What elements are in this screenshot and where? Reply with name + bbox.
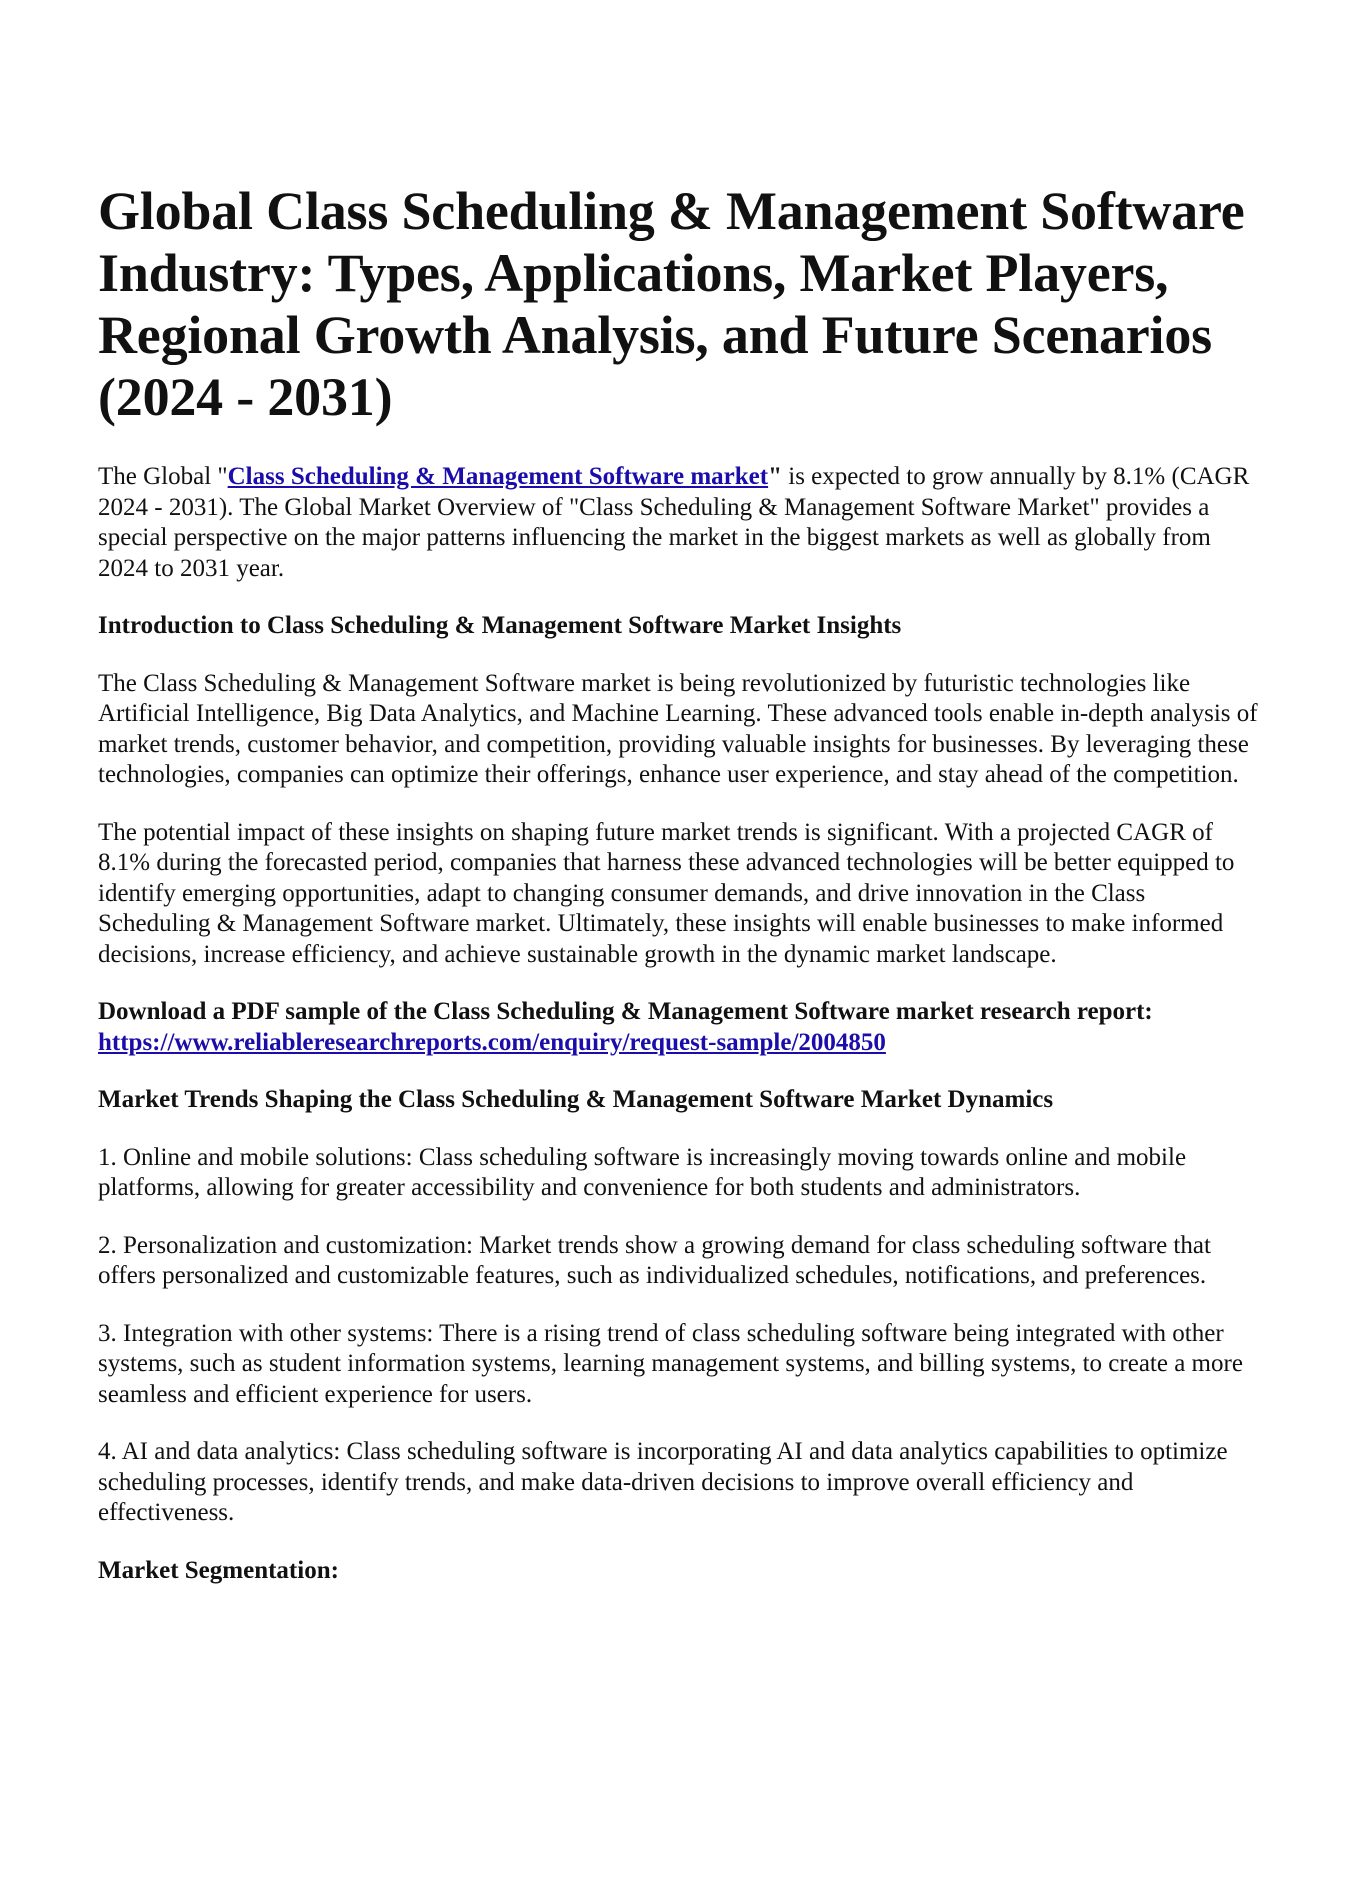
intro-prefix: The Global " xyxy=(98,463,228,490)
trend-item: 3. Integration with other systems: There is a rising trend of class scheduling software being integrated with other systems, such as student information systems, learning management systems, and billing systems, to create a more seamless and efficient experience for users. xyxy=(98,1319,1243,1408)
market-link[interactable]: Class Scheduling & Management Software market xyxy=(227,463,769,490)
trends-heading: Market Trends Shaping the Class Scheduling & Management Software Market Dynamics xyxy=(98,1086,1054,1113)
page-title: Global Class Scheduling & Management Software Industry: Types, Applications, Market Players, Regional Growth Analysis, and Future Scenarios (2024 - 2031) xyxy=(98,181,1245,427)
insights-paragraph-1: The Class Scheduling & Management Software market is being revolutionized by futuristic technologies like Artificial Intelligence, Big Data Analytics, and Machine Learning. These advanced tools enable in-depth analysis of market trends, customer behavior, and competition, providing valuable insights for businesses. By leveraging these technologies, companies can optimize their offerings, enhance user experience, and stay ahead of the competition. xyxy=(98,669,1258,788)
document-page xyxy=(98,180,1258,1613)
sample-report-link[interactable]: https://www.reliableresearchreports.com/enquiry/request-sample/2004850 xyxy=(98,1028,886,1056)
intro-paragraph xyxy=(98,462,1258,584)
download-text: Download a PDF sample of the Class Scheduling & Management Software market research report: xyxy=(98,998,1153,1025)
insights-heading: Introduction to Class Scheduling & Management Software Market Insights xyxy=(98,612,902,639)
trend-item: 4. AI and data analytics: Class scheduling software is incorporating AI and data analytics capabilities to optimize scheduling processes, identify trends, and make data-driven decisions to improve overall efficiency and effectiveness. xyxy=(98,1438,1228,1526)
intro-suffix: is expected to grow annually by 8.1% (CAGR 2024 - 2031). The Global Market Overview of "Class Scheduling & Management Software Market" provides a special perspective on the major patterns influencing the market in the biggest markets as well as globally from 2024 to 2031 year. xyxy=(98,463,1250,582)
trend-item: 2. Personalization and customization: Market trends show a growing demand for class scheduling software that offers personalized and customizable features, such as individualized schedules, notifications, and preferences. xyxy=(98,1231,1211,1289)
intro-quote-close: " xyxy=(768,463,782,490)
download-paragraph xyxy=(98,997,1258,1058)
insights-paragraph-2: The potential impact of these insights on shaping future market trends is significant. With a projected CAGR of 8.1% during the forecasted period, companies that harness these advanced technologies will be better equipped to identify emerging opportunities, adapt to changing consumer demands, and drive innovation in the Class Scheduling & Management Software market. Ultimately, these insights will enable businesses to make informed decisions, increase efficiency, and achieve sustainable growth in the dynamic market landscape. xyxy=(98,818,1235,968)
trend-item: 1. Online and mobile solutions: Class scheduling software is increasingly moving towards online and mobile platforms, allowing for greater accessibility and convenience for both students and administrators. xyxy=(98,1143,1187,1201)
segmentation-heading: Market Segmentation: xyxy=(98,1556,339,1584)
